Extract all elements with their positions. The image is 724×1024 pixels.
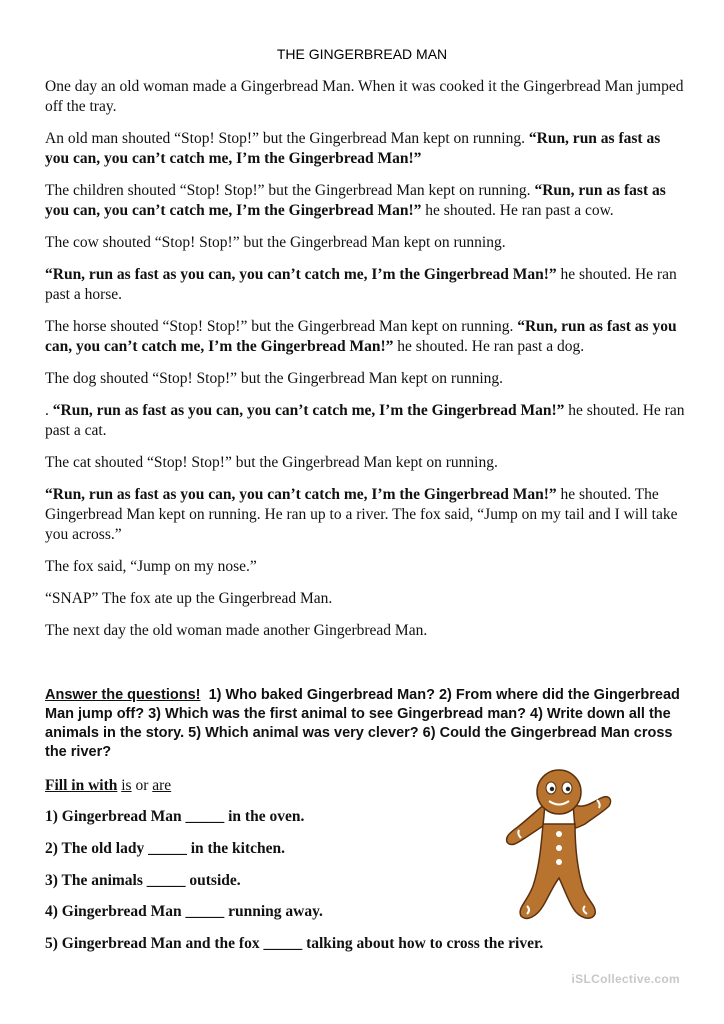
story-paragraph-9: The cat shouted “Stop! Stop!” but the Gingerbread Man kept on running. [45, 454, 498, 471]
story-paragraph-7: The dog shouted “Stop! Stop!” but the Gingerbread Man kept on running. [45, 370, 504, 387]
fill-in-heading: Fill in with is or are [45, 777, 172, 794]
fill-item-5: 5) Gingerbread Man and the fox _____ talking about how to cross the river. [45, 935, 544, 952]
story-paragraph-5: “Run, run as fast as you can, you can’t catch me, I’m the Gingerbread Man!” he shouted. He ran past a horse. [45, 266, 677, 303]
watermark: iSLCollective.com [571, 972, 680, 986]
story-paragraph-3: The children shouted “Stop! Stop!” but the Gingerbread Man kept on running. “Run, run as fast as you can, you can’t catch me, I’m the Gingerbread Man!” he shouted. He ran past a cow. [45, 182, 666, 219]
fill-item-2: 2) The old lady _____ in the kitchen. [45, 840, 286, 857]
story-paragraph-8: . “Run, run as fast as you can, you can’t catch me, I’m the Gingerbread Man!” he shouted. He ran past a cat. [45, 402, 685, 439]
questions-section [45, 686, 685, 762]
gingerbread-man-illustration [505, 768, 613, 922]
story-paragraph-13: The next day the old woman made another Gingerbread Man. [45, 622, 428, 639]
questions-heading: Answer the questions! [45, 687, 201, 703]
fill-item-4: 4) Gingerbread Man _____ running away. [45, 903, 323, 920]
fill-item-1: 1) Gingerbread Man _____ in the oven. [45, 808, 305, 825]
story-paragraph-12: “SNAP” The fox ate up the Gingerbread Man. [45, 590, 333, 607]
story-paragraph-10: “Run, run as fast as you can, you can’t catch me, I’m the Gingerbread Man!” he shouted. The Gingerbread Man kept on running. He ran up to a river. The fox said, “Jump on my tail and I will take you across.” [45, 486, 678, 543]
story-paragraph-6: The horse shouted “Stop! Stop!” but the Gingerbread Man kept on running. “Run, run as fast as you can, you can’t catch me, I’m the Gingerbread Man!” he shouted. He ran past a dog. [45, 318, 677, 355]
page-title: THE GINGERBREAD MAN [276, 46, 448, 62]
story-text [45, 77, 685, 653]
story-paragraph-11: The fox said, “Jump on my nose.” [45, 558, 257, 575]
fill-item-3: 3) The animals _____ outside. [45, 872, 241, 889]
story-paragraph-1: One day an old woman made a Gingerbread Man. When it was cooked it the Gingerbread Man jumped off the tray. [45, 78, 684, 115]
story-paragraph-2: An old man shouted “Stop! Stop!” but the Gingerbread Man kept on running. “Run, run as fast as you can, you can’t catch me, I’m the Gingerbread Man!” [45, 130, 661, 167]
questions-text: 1) Who baked Gingerbread Man? 2) From where did the Gingerbread Man jump off? 3) Which was the first animal to see Gingerbread man? 4) Write down all the animals in the story. 5) Which animal was very clever? 6) Could the Gingerbread Man cross the river? [45, 687, 680, 760]
story-paragraph-4: The cow shouted “Stop! Stop!” but the Gingerbread Man kept on running. [45, 234, 506, 251]
